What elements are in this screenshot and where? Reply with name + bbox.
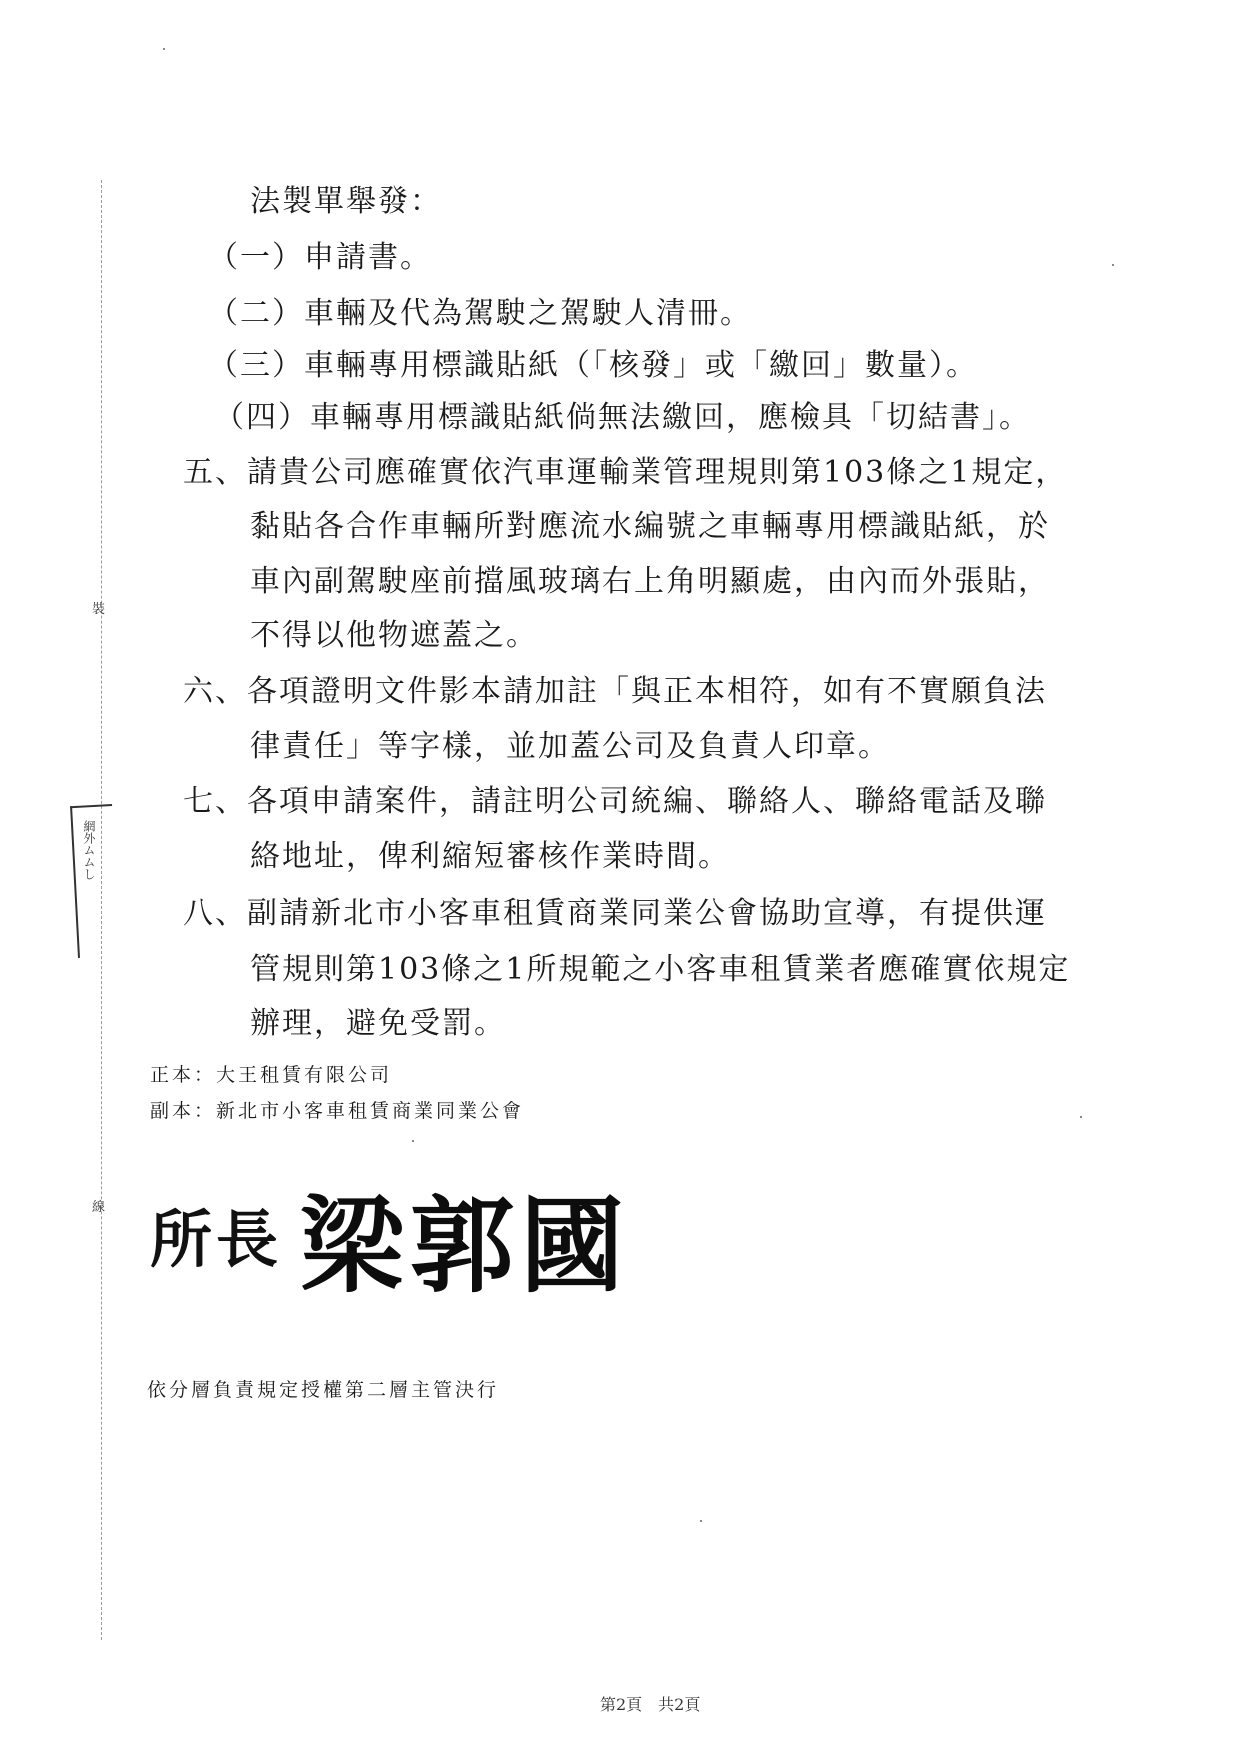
binding-mark-top: 裝: [92, 602, 106, 617]
authority-note: 依分層負責規定授權第二層主管決行: [147, 1379, 500, 1401]
body-line: （四）車輛專用標識貼紙倘無法繳回，應檢具「切結書」。: [214, 400, 1031, 435]
body-line: 六、各項證明文件影本請加註「與正本相符，如有不實願負法: [183, 674, 1047, 709]
body-line: 七、各項申請案件，請註明公司統編、聯絡人、聯絡電話及聯: [183, 784, 1047, 819]
body-line: 車內副駕駛座前擋風玻璃右上角明顯處，由內而外張貼，: [250, 564, 1050, 599]
original-recipient: 正本：大王租賃有限公司: [150, 1064, 393, 1086]
body-line: （二）車輛及代為駕駛之駕駛人清冊。: [208, 296, 752, 331]
scan-speck: [1112, 264, 1114, 266]
body-line: （一）申請書。: [208, 240, 432, 275]
page-number: 第2頁 共2頁: [600, 1695, 701, 1714]
body-line: 絡地址，俾利縮短審核作業時間。: [250, 839, 730, 874]
body-line: 法製單舉發：: [250, 184, 442, 219]
signature-title: 所長: [150, 1203, 283, 1276]
scan-speck: [700, 1520, 702, 1522]
signature-name: 梁郭國: [300, 1184, 631, 1307]
scan-speck: [1080, 1116, 1082, 1118]
scan-speck: [163, 48, 165, 50]
body-line: 不得以他物遮蓋之。: [250, 618, 538, 653]
binding-mark-bottom: 線: [92, 1200, 106, 1215]
body-line: 律責任」等字樣，並加蓋公司及負責人印章。: [250, 729, 890, 764]
copy-recipient: 副本：新北市小客車租賃商業同業公會: [150, 1100, 525, 1122]
body-line: 五、請貴公司應確實依汽車運輸業管理規則第103條之1規定，: [183, 455, 1068, 490]
scan-speck: [412, 1140, 414, 1142]
margin-stamp-text: 網外ムムし: [82, 820, 96, 880]
official-signature: [140, 1160, 640, 1307]
body-line: （三）車輛專用標識貼紙（「核發」或「繳回」數量）。: [208, 348, 978, 383]
body-line: 辦理，避免受罰。: [250, 1006, 506, 1041]
body-line: 黏貼各合作車輛所對應流水編號之車輛專用標識貼紙，於: [250, 509, 1050, 544]
body-line: 管規則第103條之1所規範之小客車租賃業者應確實依規定: [250, 952, 1071, 987]
body-line: 八、副請新北市小客車租賃商業同業公會協助宣導，有提供運: [183, 896, 1047, 931]
